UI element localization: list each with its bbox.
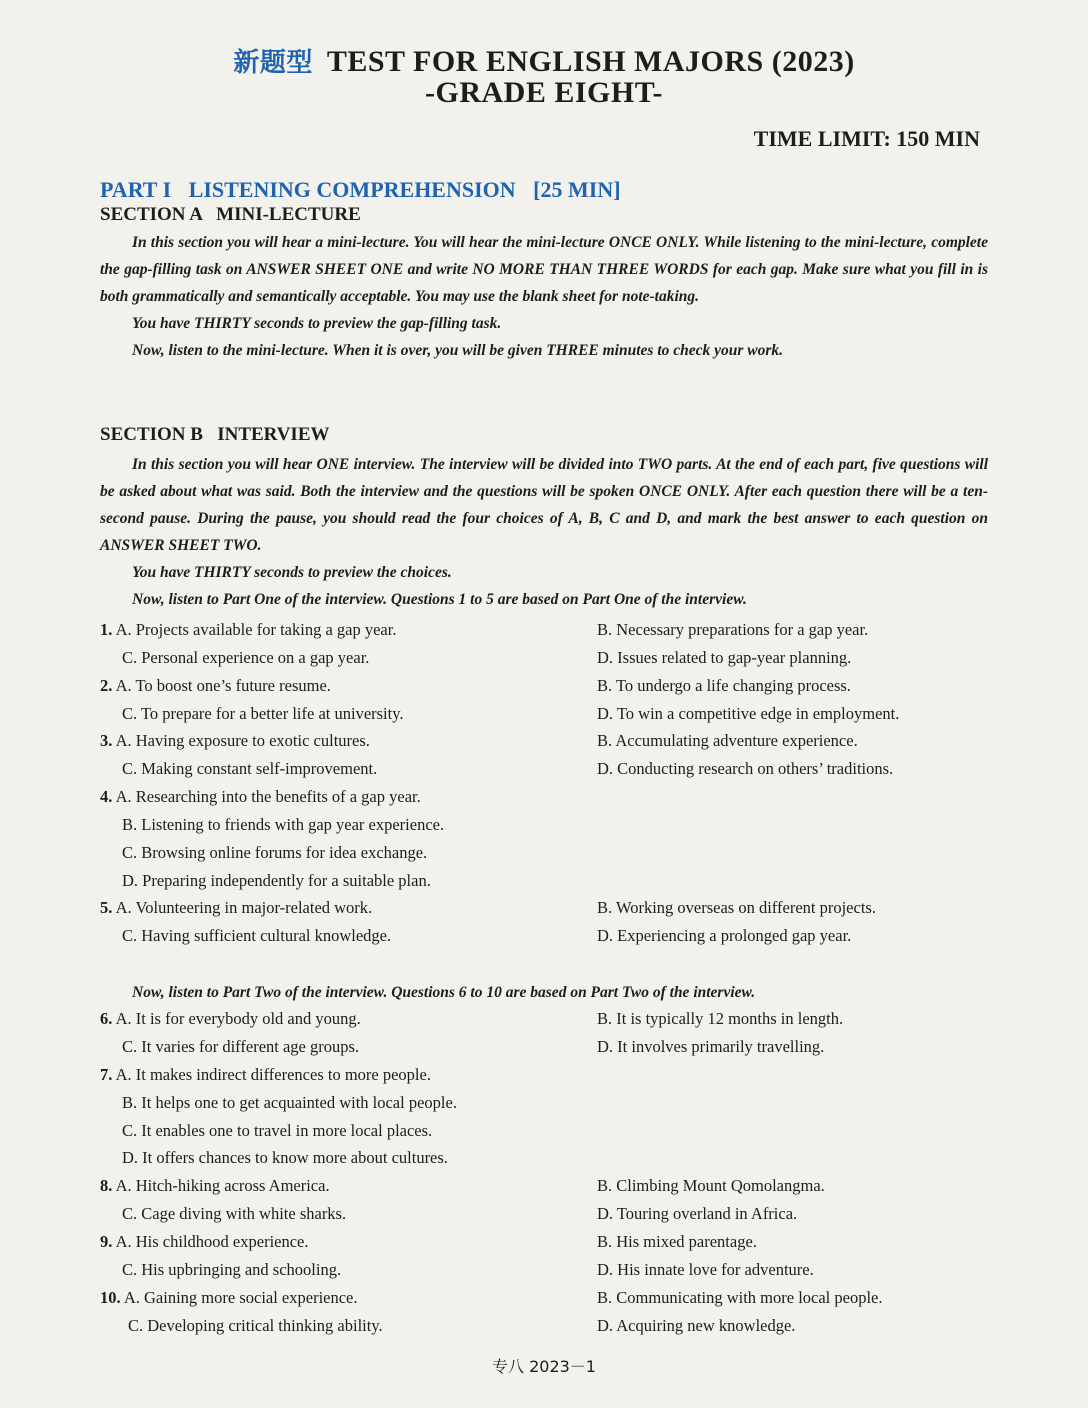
instruction-paragraph: In this section you will hear a mini-lecture. You will hear the mini-lecture ONCE ONLY. While listening to the mini-lecture, complete the gap-filling task on ANSWER SHEET ONE and write NO MORE THAN THREE WORDS for each gap. Make sure what you fill in is both grammatically and semantically acceptable. You may use the blank sheet for note-taking. — [100, 234, 988, 305]
part-name: LISTENING COMPREHENSION — [188, 177, 516, 202]
question-7-b: B. It helps one to get acquainted with local people. — [122, 1093, 457, 1112]
question-5-a: 5. A. Volunteering in major-related work. — [100, 898, 373, 917]
question-2-d: D. To win a competitive edge in employment. — [597, 704, 900, 723]
page-footer: 专八 2023－1 — [492, 1357, 596, 1376]
question-7-c: C. It enables one to travel in more local places. — [122, 1121, 433, 1140]
instruction-paragraph: Now, listen to Part One of the interview. Questions 1 to 5 are based on Part One of the interview. — [132, 591, 747, 608]
section-a-instructions — [100, 229, 988, 364]
title-line-1: TEST FOR ENGLISH MAJORS (2023) — [326, 45, 855, 78]
question-7-a: 7. A. It makes indirect differences to more people. — [100, 1065, 431, 1084]
new-format-tag: 新题型 — [233, 48, 313, 78]
question-2-c: C. To prepare for a better life at university. — [122, 704, 404, 723]
section-a-heading: SECTION A MINI-LECTURE — [100, 204, 361, 225]
instruction-paragraph: Now, listen to Part Two of the interview. Questions 6 to 10 are based on Part Two of the interview. — [132, 984, 756, 1001]
question-3-a: 3. A. Having exposure to exotic cultures. — [100, 731, 370, 750]
question-5-c: C. Having sufficient cultural knowledge. — [122, 926, 392, 945]
question-6-c: C. It varies for different age groups. — [122, 1037, 360, 1056]
part-time: [25 MIN] — [533, 177, 621, 202]
exam-title — [0, 42, 1088, 79]
section-b-heading: SECTION B INTERVIEW — [100, 424, 330, 445]
question-2-a: 2. A. To boost one’s future resume. — [100, 676, 331, 695]
question-8-d: D. Touring overland in Africa. — [597, 1204, 798, 1223]
question-4-d: D. Preparing independently for a suitable plan. — [122, 871, 431, 890]
question-1-c: C. Personal experience on a gap year. — [122, 648, 370, 667]
question-5-d: D. Experiencing a prolonged gap year. — [597, 926, 852, 945]
part-heading — [100, 177, 633, 203]
question-10-c: C. Developing critical thinking ability. — [128, 1316, 383, 1335]
section-b-instructions — [100, 451, 988, 613]
question-8-c: C. Cage diving with white sharks. — [122, 1204, 347, 1223]
question-9-a: 9. A. His childhood experience. — [100, 1232, 309, 1251]
question-2-b: B. To undergo a life changing process. — [597, 676, 851, 695]
question-6-a: 6. A. It is for everybody old and young. — [100, 1009, 361, 1028]
question-6-b: B. It is typically 12 months in length. — [597, 1009, 844, 1028]
instruction-paragraph: In this section you will hear ONE interview. The interview will be divided into TWO parts. At the end of each part, five questions will be asked about what was said. Both the interview and the questions will be spoken ONCE ONLY. After each question there will be a ten-second pause. During the pause, you should read the four choices of A, B, C and D, and mark the best answer to each question on ANSWER SHEET TWO. — [100, 456, 988, 554]
question-1-b: B. Necessary preparations for a gap year. — [597, 620, 869, 639]
question-10-b: B. Communicating with more local people. — [597, 1288, 883, 1307]
instruction-paragraph: Now, listen to the mini-lecture. When it is over, you will be given THREE minutes to check your work. — [132, 342, 784, 359]
question-10-d: D. Acquiring new knowledge. — [597, 1316, 796, 1335]
question-9-d: D. His innate love for adventure. — [597, 1260, 814, 1279]
question-1-d: D. Issues related to gap-year planning. — [597, 648, 852, 667]
instruction-paragraph: You have THIRTY seconds to preview the gap-filling task. — [132, 315, 502, 332]
question-6-d: D. It involves primarily travelling. — [597, 1037, 825, 1056]
time-limit: TIME LIMIT: 150 MIN — [753, 126, 980, 151]
question-9-c: C. His upbringing and schooling. — [122, 1260, 342, 1279]
part-label: PART I — [100, 177, 172, 202]
question-4-a: 4. A. Researching into the benefits of a gap year. — [100, 787, 421, 806]
question-1-a: 1. A. Projects available for taking a gap year. — [100, 620, 397, 639]
question-3-d: D. Conducting research on others’ traditions. — [597, 759, 894, 778]
question-9-b: B. His mixed parentage. — [597, 1232, 757, 1251]
part-two-instruction — [100, 979, 988, 1006]
question-8-b: B. Climbing Mount Qomolangma. — [597, 1176, 825, 1195]
instruction-paragraph: You have THIRTY seconds to preview the choices. — [132, 564, 452, 581]
question-4-c: C. Browsing online forums for idea exchange. — [122, 843, 428, 862]
question-10-a: 10. A. Gaining more social experience. — [100, 1288, 358, 1307]
question-4-b: B. Listening to friends with gap year experience. — [122, 815, 445, 834]
question-5-b: B. Working overseas on different projects. — [597, 898, 876, 917]
question-3-c: C. Making constant self-improvement. — [122, 759, 378, 778]
question-7-d: D. It offers chances to know more about cultures. — [122, 1148, 448, 1167]
question-8-a: 8. A. Hitch-hiking across America. — [100, 1176, 330, 1195]
title-line-2: -GRADE EIGHT- — [425, 76, 663, 109]
question-3-b: B. Accumulating adventure experience. — [597, 731, 858, 750]
